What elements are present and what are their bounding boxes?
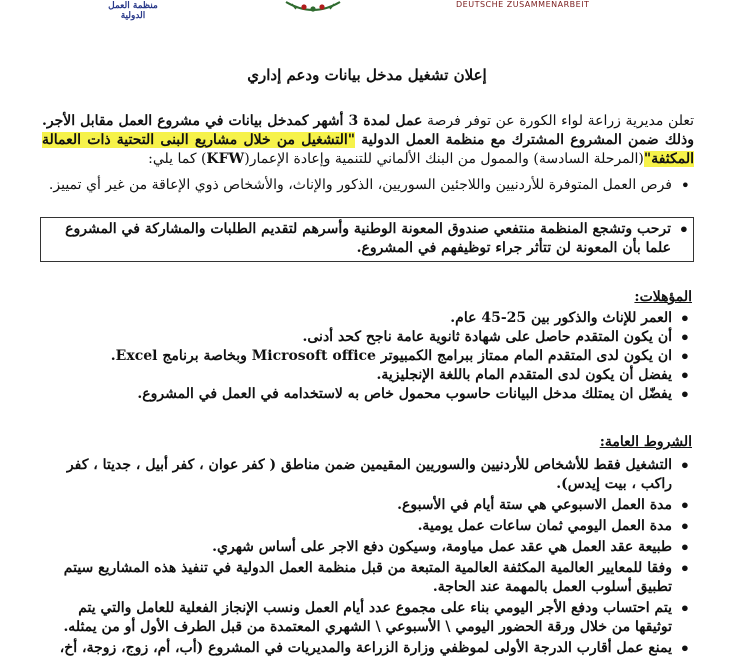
intro-text-5: ) كما يلي: [148,151,207,167]
list-item: • فرص العمل المتوفرة للأردنيين واللاجئين السوريين، الذكور والإناث، والأشخاص ذوي الإعاقة من غير أي تمييز. [42,176,694,195]
list-item: • وفقا للمعايير العالمية المكثفة العالمية المتبعة من قبل منظمة العمل الدولية في تنفيذ هذه المشاريع سيتم تطبيق أسلوب العمل بالمهمة عند الحاجة. [42,559,694,597]
intro-paragraph [42,112,694,169]
intro-text-3: لمدة 3 أشهر كمدخل بيانات في مشروع العمل مقابل الأجر. وذلك ضمن المشروع المشترك مع منظمة العمل الدولية [42,113,694,148]
general-terms-heading: الشروط العامة: [599,434,692,450]
ilo-logo-text: منظمة العمل الدولية [108,1,158,21]
list-item: • طبيعة عقد العمل هي عقد عمل مياومة، وسيكون دفع الاجر على أساس شهري. [42,538,694,557]
page-title: إعلان تشغيل مدخل بيانات ودعم إداري [247,66,487,84]
intro-text-4: (المرحلة السادسة) والممول من البنك الألماني للتنمية وإعادة الإعمار( [244,151,644,167]
list-item: • يتم احتساب ودفع الأجر اليومي بناء على مجموع عدد أيام العمل ونسب الإنجاز الفعلية للعامل والتي يتم توثيقها من خلال ورقة الحضور اليومي \ الأسبوعي \ الشهري المعتمدة من قبل الطرف الأول أو من يمثله. [42,599,694,637]
intro-highlight: "التشغيل من خلال مشاريع البنى التحتية ذات العمالة المكثفة" [42,132,694,167]
list-item: • أن يكون المتقدم حاصل على شهادة ثانوية عامة ناجح كحد أدنى. [42,328,694,347]
intro-kfw: KFW [206,151,245,167]
list-item: • يفضل أن يكون لدى المتقدم المام باللغة الإنجليزية. [42,366,694,385]
emblem-icon [282,0,344,14]
list-item: • مدة العمل الاسبوعي هي ستة أيام في الأسبوع. [42,496,694,515]
qualifications-list [42,309,694,404]
qualifications-heading: المؤهلات: [634,289,692,305]
intro-text-1: تعلن مديرية زراعة لواء الكورة عن توفر فرصة [422,113,694,129]
list-item: • العمر للإناث والذكور بين 25-45 عام. [42,309,694,328]
main-bullets [42,176,694,195]
list-item: • ترحب وتشجع المنظمة منتفعي صندوق المعونة الوطنية وأسرهم لتقديم الطلبات والمشاركة في المشروع علما بأن المعونة لن تتأثر جراء توظيفهم في المشروع. [41,220,693,258]
list-item: • يمنع عمل أقارب الدرجة الأولى لموظفي وزارة الزراعة والمديريات في المشروع (أب، أم، زوج، زوجة، أخ، [42,639,694,658]
list-item: • ان يكون لدى المتقدم المام ممتاز ببرامج الكمبيوتر Microsoft office وبخاصة برنامج Excel. [42,347,694,366]
giz-logo-text: DEUTSCHE ZUSAMMENARBEIT [456,0,590,9]
boxed-bullets [40,217,694,262]
intro-text-2: عمل [395,113,423,129]
list-item: • مدة العمل اليومي ثمان ساعات عمل يومية. [42,517,694,536]
list-item: • التشغيل فقط للأشخاص للأردنيين والسوريين المقيمين ضمن مناطق ( كفر عوان ، كفر أبيل ، جديتا ، كفر راكب ، بيت إيدس). [42,456,694,494]
general-terms-list [42,456,694,660]
list-item: • يفضّل ان يمتلك مدخل البيانات حاسوب محمول خاص به لاستخدامه في العمل في المشروع. [42,385,694,404]
